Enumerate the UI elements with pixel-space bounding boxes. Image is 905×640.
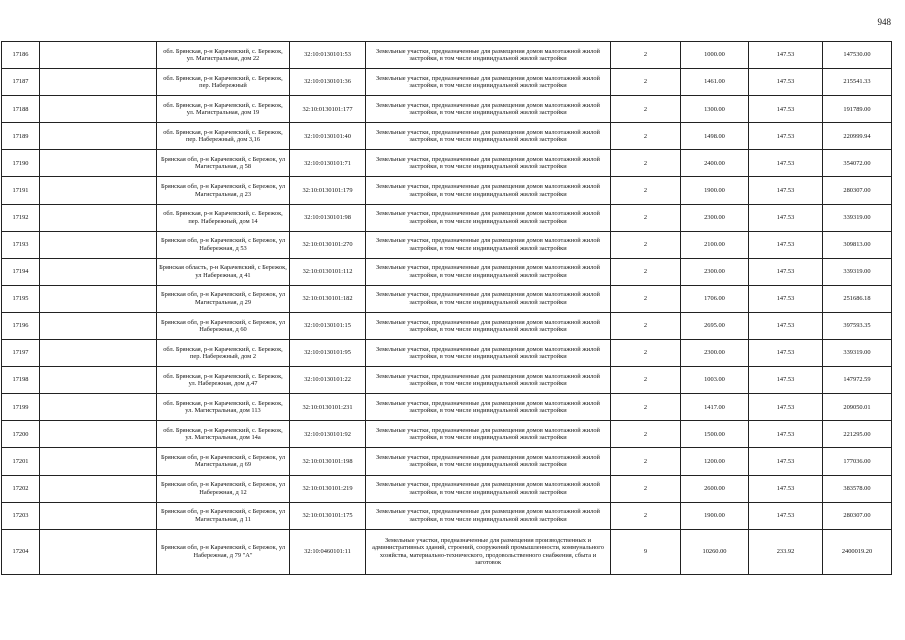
spacer-cell [40, 367, 157, 394]
spacer-cell [40, 177, 157, 204]
cadastral-value-cell: 383578.00 [823, 475, 892, 502]
cadastral-value-cell: 221295.00 [823, 421, 892, 448]
spacer-cell [40, 312, 157, 339]
address-cell: обл. Брянская, р-н Карачевский, с. Бережок, пер. Набережный, дом 3,16 [157, 123, 290, 150]
table-row [2, 231, 892, 258]
cadastral-value-cell: 280307.00 [823, 177, 892, 204]
table-row [2, 258, 892, 285]
area-cell: 2100.00 [681, 231, 749, 258]
land-use-cell: Земельные участки, предназначенные для размещения домов малоэтажной жилой застройки, в том числе индивидуальной жилой застройки [366, 340, 611, 367]
row-number-cell: 17201 [2, 448, 40, 475]
specific-value-cell: 147.53 [749, 42, 823, 69]
specific-value-cell: 147.53 [749, 285, 823, 312]
row-number-cell: 17186 [2, 42, 40, 69]
table-row [2, 312, 892, 339]
area-cell: 2600.00 [681, 475, 749, 502]
table-row [2, 340, 892, 367]
cadastral-value-cell: 339319.00 [823, 258, 892, 285]
spacer-cell [40, 258, 157, 285]
table-row [2, 529, 892, 574]
row-number-cell: 17200 [2, 421, 40, 448]
table-row [2, 204, 892, 231]
cadastral-value-cell: 209050.01 [823, 394, 892, 421]
area-cell: 2300.00 [681, 340, 749, 367]
category-cell: 2 [611, 448, 681, 475]
address-cell: Брянская обл, р-н Карачевский, с Бережок, ул Магистральная, д 58 [157, 150, 290, 177]
area-cell: 1000.00 [681, 42, 749, 69]
cadastral-value-cell: 251686.18 [823, 285, 892, 312]
cadastral-value-cell: 147530.00 [823, 42, 892, 69]
land-use-cell: Земельные участки, предназначенные для размещения домов малоэтажной жилой застройки, в том числе индивидуальной жилой застройки [366, 394, 611, 421]
address-cell: обл. Брянская, р-н Карачевский, с. Бережок, ул. Набережная, дом д.47 [157, 367, 290, 394]
cadastral-number-cell: 32:10:0130101:92 [290, 421, 366, 448]
specific-value-cell: 147.53 [749, 96, 823, 123]
category-cell: 2 [611, 285, 681, 312]
table-row [2, 123, 892, 150]
cadastral-number-cell: 32:10:0130101:36 [290, 69, 366, 96]
land-use-cell: Земельные участки, предназначенные для размещения домов малоэтажной жилой застройки, в том числе индивидуальной жилой застройки [366, 258, 611, 285]
land-use-cell: Земельные участки, предназначенные для размещения домов малоэтажной жилой застройки, в том числе индивидуальной жилой застройки [366, 123, 611, 150]
row-number-cell: 17204 [2, 529, 40, 574]
area-cell: 1417.00 [681, 394, 749, 421]
row-number-cell: 17187 [2, 69, 40, 96]
cadastral-number-cell: 32:10:0130101:112 [290, 258, 366, 285]
table-row [2, 421, 892, 448]
land-use-cell: Земельные участки, предназначенные для размещения домов малоэтажной жилой застройки, в том числе индивидуальной жилой застройки [366, 502, 611, 529]
table-row [2, 177, 892, 204]
spacer-cell [40, 421, 157, 448]
area-cell: 10260.00 [681, 529, 749, 574]
cadastral-number-cell: 32:10:0130101:179 [290, 177, 366, 204]
spacer-cell [40, 69, 157, 96]
cadastral-value-cell: 215541.33 [823, 69, 892, 96]
spacer-cell [40, 150, 157, 177]
spacer-cell [40, 529, 157, 574]
cadastral-number-cell: 32:10:0130101:95 [290, 340, 366, 367]
cadastral-number-cell: 32:10:0130101:182 [290, 285, 366, 312]
address-cell: обл. Брянская, р-н Карачевский, с. Бережок, пер. Набережный, дом 14 [157, 204, 290, 231]
cadastral-number-cell: 32:10:0460101:11 [290, 529, 366, 574]
land-use-cell: Земельные участки, предназначенные для размещения домов малоэтажной жилой застройки, в том числе индивидуальной жилой застройки [366, 69, 611, 96]
category-cell: 2 [611, 258, 681, 285]
table-row [2, 475, 892, 502]
address-cell: Брянская обл, р-н Карачевский, с Бережок, ул Магистральная, д 29 [157, 285, 290, 312]
cadastral-value-cell: 309813.00 [823, 231, 892, 258]
area-cell: 1900.00 [681, 502, 749, 529]
cadastral-value-cell: 397593.35 [823, 312, 892, 339]
spacer-cell [40, 204, 157, 231]
category-cell: 2 [611, 69, 681, 96]
specific-value-cell: 147.53 [749, 258, 823, 285]
address-cell: Брянская обл, р-н Карачевский, с Бережок, ул Набережная, д 12 [157, 475, 290, 502]
category-cell: 2 [611, 177, 681, 204]
spacer-cell [40, 123, 157, 150]
spacer-cell [40, 394, 157, 421]
category-cell: 2 [611, 96, 681, 123]
specific-value-cell: 147.53 [749, 367, 823, 394]
category-cell: 9 [611, 529, 681, 574]
cadastral-number-cell: 32:10:0130101:40 [290, 123, 366, 150]
cadastral-number-cell: 32:10:0130101:270 [290, 231, 366, 258]
land-use-cell: Земельные участки, предназначенные для размещения домов малоэтажной жилой застройки, в том числе индивидуальной жилой застройки [366, 475, 611, 502]
area-cell: 2400.00 [681, 150, 749, 177]
row-number-cell: 17188 [2, 96, 40, 123]
row-number-cell: 17192 [2, 204, 40, 231]
area-cell: 1498.00 [681, 123, 749, 150]
specific-value-cell: 147.53 [749, 312, 823, 339]
row-number-cell: 17196 [2, 312, 40, 339]
land-use-cell: Земельные участки, предназначенные для размещения домов малоэтажной жилой застройки, в том числе индивидуальной жилой застройки [366, 231, 611, 258]
address-cell: Брянская обл, р-н Карачевский, с Бережок, ул Набережная, д 79 "А" [157, 529, 290, 574]
address-cell: Брянская обл, р-н Карачевский, с Бережок, ул Набережная, д 60 [157, 312, 290, 339]
address-cell: обл. Брянская, р-н Карачевский, с. Бережок, ул. Магистральная, дом 113 [157, 394, 290, 421]
cadastral-number-cell: 32:10:0130101:53 [290, 42, 366, 69]
table-row [2, 367, 892, 394]
category-cell: 2 [611, 42, 681, 69]
address-cell: Брянская обл, р-н Карачевский, с Бережок, ул Набережная, д 53 [157, 231, 290, 258]
table-row [2, 42, 892, 69]
area-cell: 2300.00 [681, 258, 749, 285]
land-use-cell: Земельные участки, предназначенные для размещения домов малоэтажной жилой застройки, в том числе индивидуальной жилой застройки [366, 150, 611, 177]
land-use-cell: Земельные участки, предназначенные для размещения домов малоэтажной жилой застройки, в том числе индивидуальной жилой застройки [366, 177, 611, 204]
category-cell: 2 [611, 340, 681, 367]
row-number-cell: 17195 [2, 285, 40, 312]
area-cell: 2300.00 [681, 204, 749, 231]
cadastral-value-cell: 280307.00 [823, 502, 892, 529]
spacer-cell [40, 42, 157, 69]
table-row [2, 69, 892, 96]
land-use-cell: Земельные участки, предназначенные для размещения домов малоэтажной жилой застройки, в том числе индивидуальной жилой застройки [366, 42, 611, 69]
spacer-cell [40, 96, 157, 123]
cadastral-number-cell: 32:10:0130101:219 [290, 475, 366, 502]
specific-value-cell: 147.53 [749, 69, 823, 96]
cadastral-value-cell: 339319.00 [823, 340, 892, 367]
category-cell: 2 [611, 123, 681, 150]
area-cell: 1900.00 [681, 177, 749, 204]
row-number-cell: 17198 [2, 367, 40, 394]
category-cell: 2 [611, 475, 681, 502]
land-use-cell: Земельные участки, предназначенные для размещения домов малоэтажной жилой застройки, в том числе индивидуальной жилой застройки [366, 421, 611, 448]
address-cell: Брянская обл, р-н Карачевский, с Бережок, ул Магистральная, д 11 [157, 502, 290, 529]
spacer-cell [40, 448, 157, 475]
specific-value-cell: 147.53 [749, 340, 823, 367]
row-number-cell: 17203 [2, 502, 40, 529]
cadastral-number-cell: 32:10:0130101:231 [290, 394, 366, 421]
address-cell: обл. Брянская, р-н Карачевский, с. Бережок, пер. Набережный, дом 2 [157, 340, 290, 367]
table-row [2, 285, 892, 312]
row-number-cell: 17197 [2, 340, 40, 367]
row-number-cell: 17199 [2, 394, 40, 421]
row-number-cell: 17189 [2, 123, 40, 150]
area-cell: 1200.00 [681, 448, 749, 475]
table-row [2, 96, 892, 123]
address-cell: Брянская область, р-н Карачевский, с Бережок, ул Набережная, д 41 [157, 258, 290, 285]
category-cell: 2 [611, 312, 681, 339]
area-cell: 1300.00 [681, 96, 749, 123]
specific-value-cell: 147.53 [749, 475, 823, 502]
row-number-cell: 17190 [2, 150, 40, 177]
land-use-cell: Земельные участки, предназначенные для размещения домов малоэтажной жилой застройки, в том числе индивидуальной жилой застройки [366, 96, 611, 123]
cadastral-value-table [1, 41, 892, 575]
area-cell: 1461.00 [681, 69, 749, 96]
spacer-cell [40, 285, 157, 312]
specific-value-cell: 147.53 [749, 177, 823, 204]
category-cell: 2 [611, 204, 681, 231]
category-cell: 2 [611, 150, 681, 177]
row-number-cell: 17193 [2, 231, 40, 258]
cadastral-value-cell: 354072.00 [823, 150, 892, 177]
specific-value-cell: 147.53 [749, 394, 823, 421]
specific-value-cell: 147.53 [749, 204, 823, 231]
area-cell: 2695.00 [681, 312, 749, 339]
land-use-cell: Земельные участки, предназначенные для размещения производственных и административных зданий, строений, сооружений промышленности, коммунального хозяйства, материально-технического, продовольственного снабжения, сбыта и заготовок [366, 529, 611, 574]
address-cell: обл. Брянская, р-н Карачевский, с. Бережок, ул. Магистральная, дом 19 [157, 96, 290, 123]
land-use-cell: Земельные участки, предназначенные для размещения домов малоэтажной жилой застройки, в том числе индивидуальной жилой застройки [366, 312, 611, 339]
cadastral-number-cell: 32:10:0130101:175 [290, 502, 366, 529]
spacer-cell [40, 502, 157, 529]
specific-value-cell: 233.92 [749, 529, 823, 574]
specific-value-cell: 147.53 [749, 421, 823, 448]
table-body [2, 42, 892, 575]
page-number: 948 [877, 17, 891, 27]
category-cell: 2 [611, 367, 681, 394]
cadastral-value-cell: 339319.00 [823, 204, 892, 231]
cadastral-value-cell: 2400019.20 [823, 529, 892, 574]
spacer-cell [40, 475, 157, 502]
table-row [2, 150, 892, 177]
specific-value-cell: 147.53 [749, 150, 823, 177]
table-row [2, 394, 892, 421]
category-cell: 2 [611, 502, 681, 529]
category-cell: 2 [611, 231, 681, 258]
area-cell: 1003.00 [681, 367, 749, 394]
table-row [2, 448, 892, 475]
land-use-cell: Земельные участки, предназначенные для размещения домов малоэтажной жилой застройки, в том числе индивидуальной жилой застройки [366, 367, 611, 394]
cadastral-number-cell: 32:10:0130101:177 [290, 96, 366, 123]
address-cell: Брянская обл, р-н Карачевский, с Бережок, ул Магистральная, д 23 [157, 177, 290, 204]
address-cell: обл. Брянская, р-н Карачевский, с. Бережок, ул. Магистральная, дом 22 [157, 42, 290, 69]
cadastral-number-cell: 32:10:0130101:15 [290, 312, 366, 339]
cadastral-number-cell: 32:10:0130101:71 [290, 150, 366, 177]
area-cell: 1706.00 [681, 285, 749, 312]
address-cell: обл. Брянская, р-н Карачевский, с. Бережок, ул. Магистральная, дом 14а [157, 421, 290, 448]
cadastral-number-cell: 32:10:0130101:198 [290, 448, 366, 475]
cadastral-number-cell: 32:10:0130101:98 [290, 204, 366, 231]
table-row [2, 502, 892, 529]
category-cell: 2 [611, 421, 681, 448]
specific-value-cell: 147.53 [749, 231, 823, 258]
cadastral-value-cell: 191789.00 [823, 96, 892, 123]
address-cell: Брянская обл, р-н Карачевский, с Бережок, ул Магистральная, д 69 [157, 448, 290, 475]
land-use-cell: Земельные участки, предназначенные для размещения домов малоэтажной жилой застройки, в том числе индивидуальной жилой застройки [366, 448, 611, 475]
area-cell: 1500.00 [681, 421, 749, 448]
cadastral-number-cell: 32:10:0130101:22 [290, 367, 366, 394]
specific-value-cell: 147.53 [749, 123, 823, 150]
spacer-cell [40, 231, 157, 258]
address-cell: обл. Брянская, р-н Карачевский, с. Бережок, пер. Набережный [157, 69, 290, 96]
specific-value-cell: 147.53 [749, 502, 823, 529]
spacer-cell [40, 340, 157, 367]
land-use-cell: Земельные участки, предназначенные для размещения домов малоэтажной жилой застройки, в том числе индивидуальной жилой застройки [366, 285, 611, 312]
land-use-cell: Земельные участки, предназначенные для размещения домов малоэтажной жилой застройки, в том числе индивидуальной жилой застройки [366, 204, 611, 231]
row-number-cell: 17194 [2, 258, 40, 285]
cadastral-value-cell: 177036.00 [823, 448, 892, 475]
cadastral-value-cell: 147972.59 [823, 367, 892, 394]
cadastral-value-cell: 220999.94 [823, 123, 892, 150]
specific-value-cell: 147.53 [749, 448, 823, 475]
row-number-cell: 17191 [2, 177, 40, 204]
row-number-cell: 17202 [2, 475, 40, 502]
category-cell: 2 [611, 394, 681, 421]
